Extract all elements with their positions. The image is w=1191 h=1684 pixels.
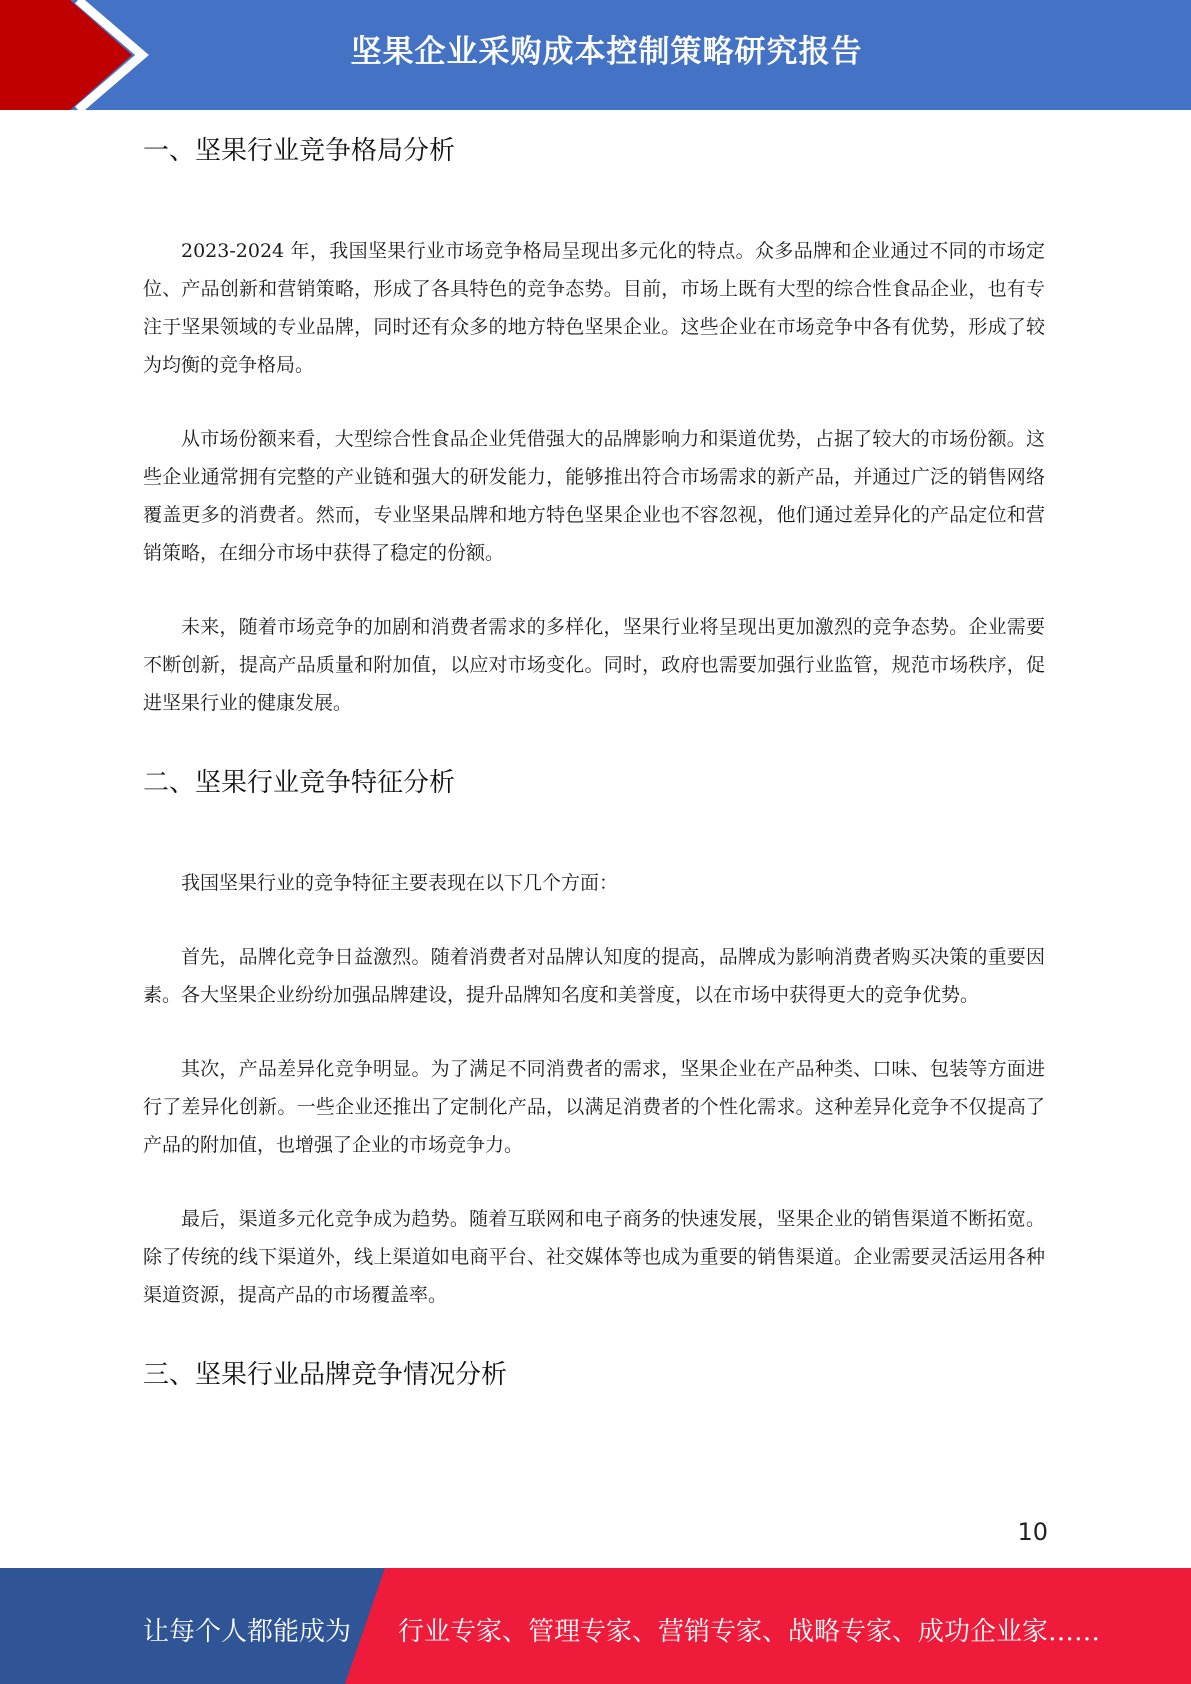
- section-heading: 二、坚果行业竞争特征分析: [143, 768, 456, 798]
- page-header: [0, 0, 1191, 110]
- paragraph: 从市场份额来看，大型综合性食品企业凭借强大的品牌影响力和渠道优势，占据了较大的市场份额。这些企业通常拥有完整的产业链和强大的研发能力，能够推出符合市场需求的新产品，并通过广泛的销售网络覆盖更多的消费者。然而，专业坚果品牌和地方特色坚果企业也不容忽视，他们通过差异化的产品定位和营销策略，在细分市场中获得了稳定的份额。: [143, 428, 1045, 564]
- section-heading: 三、坚果行业品牌竞争情况分析: [143, 1360, 508, 1390]
- main-content: [143, 126, 1045, 1400]
- report-title: 坚果企业采购成本控制策略研究报告: [350, 34, 863, 70]
- page-footer: [0, 1568, 1191, 1684]
- paragraph: 最后，渠道多元化竞争成为趋势。随着互联网和电子商务的快速发展，坚果企业的销售渠道不断拓宽。除了传统的线下渠道外，线上渠道如电商平台、社交媒体等也成为重要的销售渠道。企业需要灵活运用各种渠道资源，提高产品的市场覆盖率。: [143, 1208, 1045, 1306]
- page-number: 10: [1017, 1518, 1048, 1546]
- paragraph: 未来，随着市场竞争的加剧和消费者需求的多样化，坚果行业将呈现出更加激烈的竞争态势。企业需要不断创新，提高产品质量和附加值，以应对市场变化。同时，政府也需要加强行业监管，规范市场秩序，促进坚果行业的健康发展。: [143, 616, 1045, 714]
- paragraph: 其次，产品差异化竞争明显。为了满足不同消费者的需求，坚果企业在产品种类、口味、包装等方面进行了差异化创新。一些企业还推出了定制化产品，以满足消费者的个性化需求。这种差异化竞争不仅提高了产品的附加值，也增强了企业的市场竞争力。: [143, 1058, 1045, 1156]
- section-heading: 一、坚果行业竞争格局分析: [143, 136, 456, 166]
- paragraph: 2023-2024 年，我国坚果行业市场竞争格局呈现出多元化的特点。众多品牌和企业通过不同的市场定位、产品创新和营销策略，形成了各具特色的竞争态势。目前，市场上既有大型的综合性食品企业，也有专注于坚果领域的专业品牌，同时还有众多的地方特色坚果企业。这些企业在市场竞争中各有优势，形成了较为均衡的竞争格局。: [143, 240, 1045, 376]
- paragraph: 我国坚果行业的竞争特征主要表现在以下几个方面：: [181, 872, 619, 894]
- paragraph: 首先，品牌化竞争日益激烈。随着消费者对品牌认知度的提高，品牌成为影响消费者购买决策的重要因素。各大坚果企业纷纷加强品牌建设，提升品牌知名度和美誉度，以在市场中获得更大的竞争优势。: [143, 946, 1045, 1006]
- footer-slogan-right: 行业专家、管理专家、营销专家、战略专家、成功企业家……: [398, 1617, 1101, 1647]
- footer-slogan-left: 让每个人都能成为: [143, 1617, 352, 1647]
